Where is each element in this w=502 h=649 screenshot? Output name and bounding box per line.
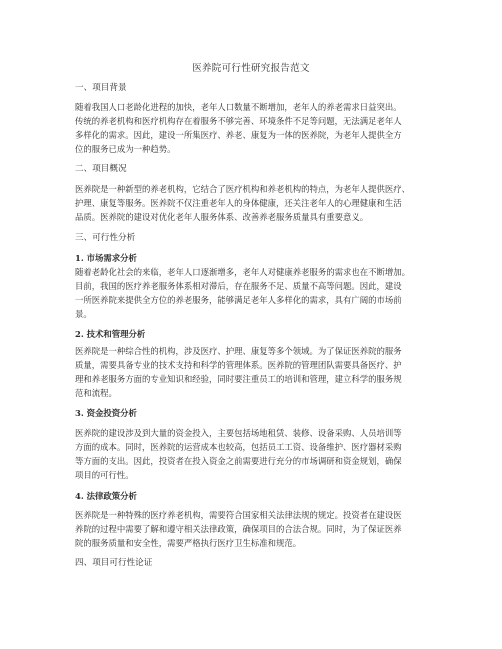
paragraph-line: 随着老龄化社会的来临，老年人口逐渐增多，老年人对健康养老服务的需求也在不断增加。 (75, 267, 410, 277)
paragraph-line: 理和养老服务方面的专业知识和经验，同时要注重员工的培训和管理，建立科学的服务规 (75, 374, 402, 384)
paragraph-line: 护理、康复等服务。医养院不仅注重老年人的身体健康，还关注老年人的心理健康和生活 (75, 198, 402, 208)
subsection-heading-legal: 4. 法律政策分析 (75, 491, 137, 501)
paragraph-line: 随着我国人口老龄化进程的加快，老年人口数量不断增加，老年人的养老需求日益突出。 (75, 102, 402, 112)
paragraph-line: 项目的可行性。 (75, 470, 134, 480)
paragraph-line: 质量，需要具备专业的技术支持和科学的管理体系。医养院的管理团队需要具备医疗、护 (75, 360, 402, 370)
paragraph-line: 多样化的需求。因此，建设一所集医疗、养老、康复为一体的医养院，为老年人提供全方 (75, 130, 402, 140)
paragraph-line: 方面的成本。同时，医养院的运营成本也较高，包括员工工资、设备维护、医疗器材采购 (75, 442, 402, 452)
subsection-heading-funding: 3. 资金投资分析 (75, 408, 137, 418)
paragraph-line: 品质。医养院的建设对优化老年人服务体系、改善养老服务质量具有重要意义。 (75, 212, 369, 222)
section-heading-demonstration: 四、项目可行性论证 (75, 558, 153, 568)
paragraph-line: 医养院是一种综合性的机构，涉及医疗、护理、康复等多个领域。为了保证医养院的服务 (75, 346, 402, 356)
paragraph-line: 院的服务质量和安全性，需要严格执行医疗卫生标准和规范。 (75, 538, 302, 548)
paragraph-line: 医养院的建设涉及到大量的资金投入，主要包括场地租赁、装修、设备采购、人员培训等 (75, 428, 402, 438)
paragraph-line: 传统的养老机构和医疗机构存在着服务不够完善、环境条件不足等问题，无法满足老年人 (75, 116, 402, 126)
paragraph-line: 医养院是一种特殊的医疗养老机构，需要符合国家相关法律法规的规定。投资者在建设医 (75, 510, 402, 520)
paragraph-line: 位的服务已成为一种趋势。 (75, 144, 176, 154)
document-title: 医养院可行性研究报告范文 (192, 63, 310, 74)
paragraph-line: 养院的过程中需要了解和遵守相关法律政策，确保项目的合法合规。同时，为了保证医养 (75, 524, 402, 534)
paragraph-line: 等方面的支出。因此，投资者在投入资金之前需要进行充分的市场调研和资金规划，确保 (75, 456, 402, 466)
paragraph-line: 范和流程。 (75, 388, 117, 398)
section-heading-background: 一、项目背景 (75, 83, 127, 93)
paragraph-line: 目前，我国的医疗养老服务体系相对滞后，存在服务不足、质量不高等问题。因此，建设 (75, 281, 402, 291)
paragraph-line: 景。 (75, 309, 92, 319)
section-heading-overview: 二、项目概况 (75, 164, 127, 174)
section-heading-feasibility: 三、可行性分析 (75, 233, 136, 243)
paragraph-line: 一所医养院来提供全方位的养老服务，能够满足老年人多样化的需求，具有广阔的市场前 (75, 295, 402, 305)
subsection-heading-technology: 2. 技术和管理分析 (75, 329, 146, 339)
subsection-heading-market: 1. 市场需求分析 (75, 253, 137, 263)
paragraph-line: 医养院是一种新型的养老机构，它结合了医疗机构和养老机构的特点，为老年人提供医疗、 (75, 184, 410, 194)
